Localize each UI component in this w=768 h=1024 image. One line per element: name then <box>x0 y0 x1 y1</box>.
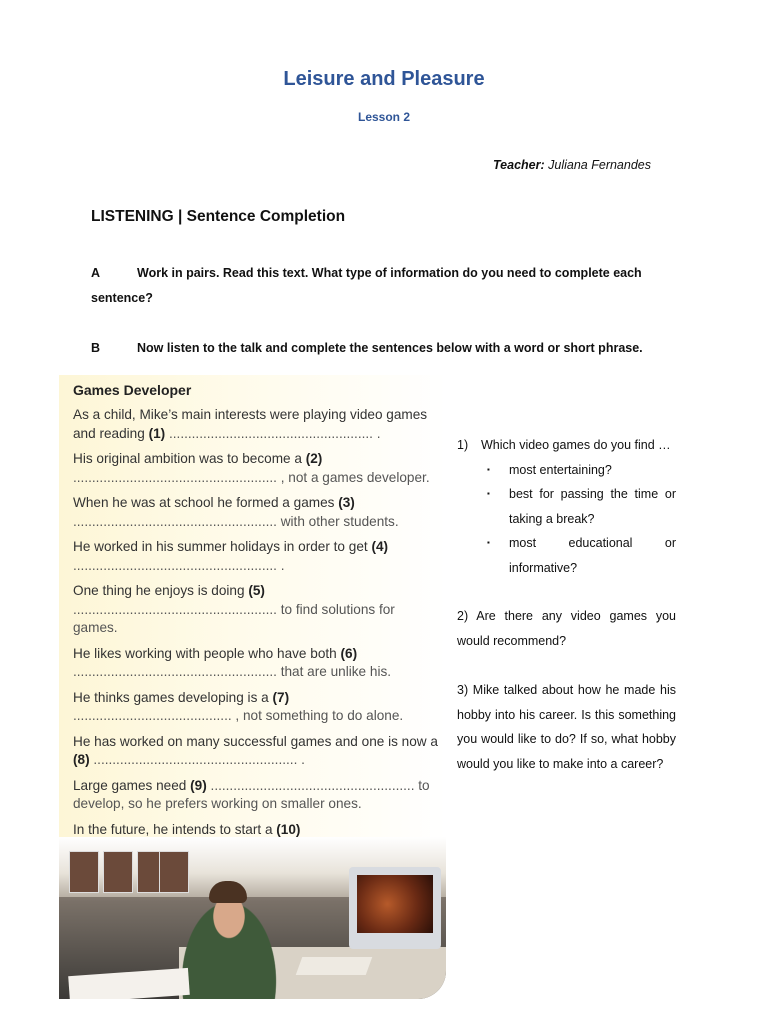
bullet-icon: ▪ <box>487 464 490 474</box>
worksheet-item-number: (4) <box>371 539 389 554</box>
list-item <box>457 482 676 531</box>
worksheet-item-number: (2) <box>305 451 323 466</box>
photo-poster <box>103 851 133 893</box>
instruction-b <box>91 336 661 361</box>
worksheet-item-blank: ...................................................... . <box>89 752 305 767</box>
worksheet-item-text: He thinks games developing is a <box>73 689 273 705</box>
worksheet-item-blank: ...................................................... to develop, so he prefers working on smaller ones. <box>73 777 430 811</box>
worksheet-item-blank: ...................................................... . <box>73 557 285 573</box>
instruction-a <box>91 261 661 311</box>
worksheet-item <box>73 450 441 487</box>
photo-poster <box>69 851 99 893</box>
bullet-icon: ▪ <box>487 538 490 548</box>
worksheet-item <box>73 733 441 770</box>
worksheet-item-blank: .......................................... , not something to do alone. <box>73 708 404 723</box>
worksheet-item-blank: ...................................................... with other students. <box>73 513 399 529</box>
worksheet-item-number: (8) <box>73 752 90 767</box>
worksheet-item-text: He has worked on many successful games and one is now a <box>73 733 438 749</box>
instruction-a-letter: A <box>91 266 101 280</box>
photo-monitor <box>349 867 441 949</box>
list-item <box>457 531 676 580</box>
worksheet-item <box>73 582 441 638</box>
photo-person-hair <box>209 881 247 903</box>
question-1-text: Which video games do you find … <box>481 438 671 452</box>
worksheet-item-text: Large games need <box>73 777 191 793</box>
worksheet-item <box>73 406 441 443</box>
worksheet-item-number: (7) <box>272 689 290 705</box>
worksheet-item-number: (10) <box>276 821 301 837</box>
question-3: 3) Mike talked about how he made his hobby into his career. Is this something you would like to do? If so, what hobby would you like to make into a career? <box>457 683 676 771</box>
page-title: Leisure and Pleasure <box>283 68 485 90</box>
worksheet-item-number: (9) <box>190 777 207 793</box>
worksheet-item-text: He likes working with people who have both <box>73 645 341 661</box>
worksheet-item-text: In the future, he intends to start a <box>73 821 277 837</box>
question-2: 2) Are there any video games you would recommend? <box>457 609 676 648</box>
worksheet-item-text: He worked in his summer holidays in order to get <box>73 539 372 554</box>
worksheet-item-text: As a child, Mike’s main interests were playing video games and reading <box>73 407 428 441</box>
worksheet-item-number: (1) <box>148 425 166 441</box>
worksheet-item-blank: ...................................................... that are unlike his. <box>73 664 392 679</box>
list-item <box>457 458 676 483</box>
worksheet-item <box>73 689 441 726</box>
worksheet-item-number: (6) <box>340 645 358 661</box>
question-1-number: 1) <box>457 438 469 452</box>
teacher-line <box>493 158 651 172</box>
bullet-icon: ▪ <box>487 489 490 499</box>
instruction-b-text: Now listen to the talk and complete the sentences below with a word or short phrase. <box>137 341 643 355</box>
question-1-head <box>457 433 676 458</box>
worksheet-item <box>73 645 441 682</box>
worksheet-item <box>73 494 441 531</box>
games-developer-photo <box>59 837 446 999</box>
bullet-text: best for passing the time or taking a break? <box>509 487 676 526</box>
instruction-b-letter: B <box>91 341 101 355</box>
worksheet-items <box>73 406 441 865</box>
photo-keyboard <box>296 957 373 975</box>
photo-paper <box>68 968 190 999</box>
worksheet-item-blank: ...................................................... to find solutions for games. <box>73 601 395 635</box>
question-1 <box>457 433 676 581</box>
teacher-name: Juliana Fernandes <box>548 158 651 172</box>
worksheet-panel <box>59 375 446 999</box>
section-title: LISTENING | Sentence Completion <box>91 208 346 225</box>
question-1-bullets <box>457 458 676 581</box>
worksheet-item-text: When he was at school he formed a games <box>73 495 339 510</box>
worksheet-item-text: One thing he enjoys is doing <box>73 583 249 598</box>
worksheet-item-blank: ...................................................... . <box>165 425 381 441</box>
photo-monitor-screen <box>357 875 433 933</box>
lesson-subtitle: Lesson 2 <box>357 110 411 124</box>
worksheet-item-number: (3) <box>338 495 355 510</box>
worksheet-item-blank: ...................................................... , not a games developer. <box>73 469 430 485</box>
bullet-text: most entertaining? <box>509 462 612 477</box>
worksheet-item-text: His original ambition was to become a <box>73 451 306 466</box>
worksheet-title: Games Developer <box>73 382 192 398</box>
worksheet-item <box>73 777 441 814</box>
instruction-a-text: Work in pairs. Read this text. What type of information do you need to complete each sentence? <box>91 266 642 305</box>
bullet-text: most educational or informative? <box>509 536 676 575</box>
worksheet-item-number: (5) <box>248 583 265 598</box>
worksheet-item <box>73 538 441 575</box>
teacher-label: Teacher: <box>493 158 545 172</box>
